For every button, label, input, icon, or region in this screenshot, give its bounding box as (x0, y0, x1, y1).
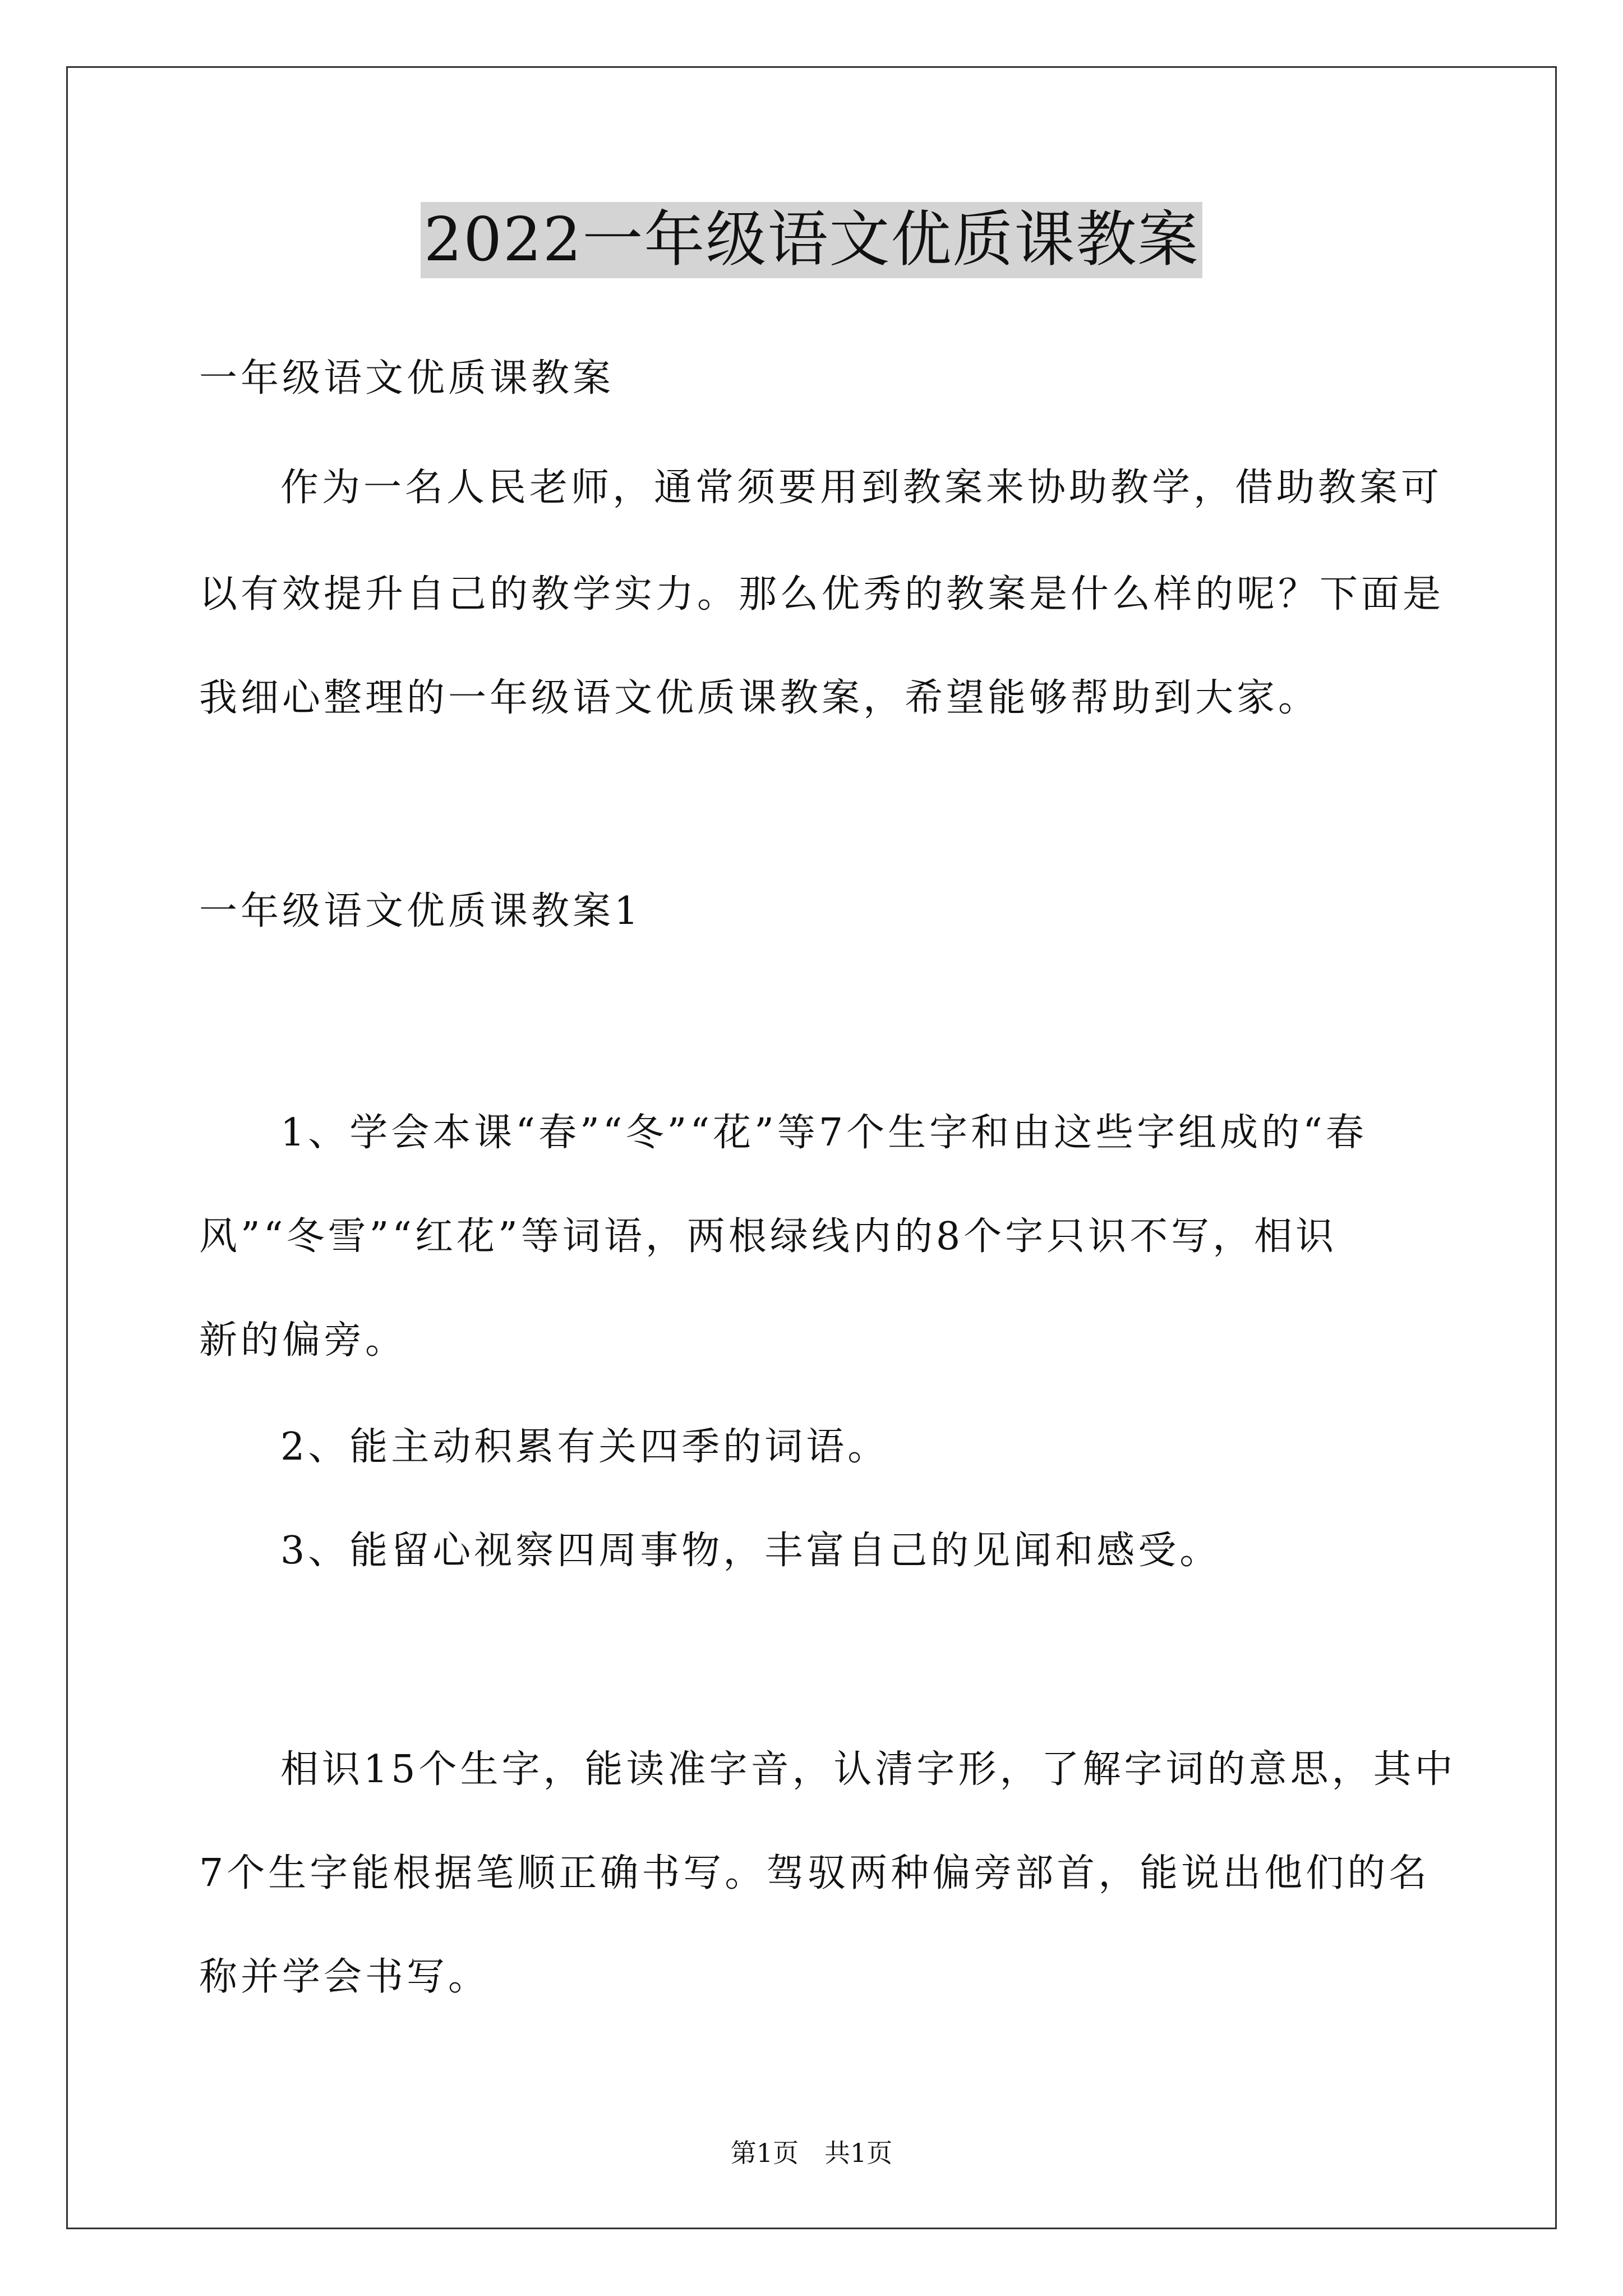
intro-line-2: 以有效提升自己的教学实力。那么优秀的教案是什么样的呢？下面是 (199, 572, 1445, 616)
goal-line-3: 新的偏旁。 (199, 1318, 407, 1363)
page-number-footer: 第1页 共1页 (730, 2138, 893, 2168)
section-heading: 一年级语文优质课教案1 (199, 889, 642, 933)
title-container (0, 202, 1623, 278)
goal-line-1: 1、学会本课“春”“冬”“花”等7个生字和由这些字组成的“春 (280, 1111, 1367, 1155)
goal-line-4: 2、能主动积累有关四季的词语。 (280, 1425, 889, 1469)
subtitle: 一年级语文优质课教案 (199, 356, 615, 401)
goal-line-5: 3、能留心视察四周事物，丰富自己的见闻和感受。 (280, 1529, 1221, 1573)
focus-line-1: 相识15个生字，能读准字音，认清字形，了解字词的意思，其中 (280, 1747, 1456, 1792)
document-title: 2022一年级语文优质课教案 (421, 202, 1203, 278)
focus-line-3: 称并学会书写。 (199, 1955, 490, 1999)
intro-line-3: 我细心整理的一年级语文优质课教案，希望能够帮助到大家。 (199, 676, 1320, 720)
intro-line-1: 作为一名人民老师，通常须要用到教案来协助教学，借助教案可 (280, 466, 1443, 510)
goal-line-2: 风”“冬雪”“红花”等词语，两根绿线内的8个字只识不写，相识 (199, 1214, 1338, 1259)
focus-line-2: 7个生字能根据笔顺正确书写。驾驭两种偏旁部首，能说出他们的名 (199, 1851, 1431, 1895)
